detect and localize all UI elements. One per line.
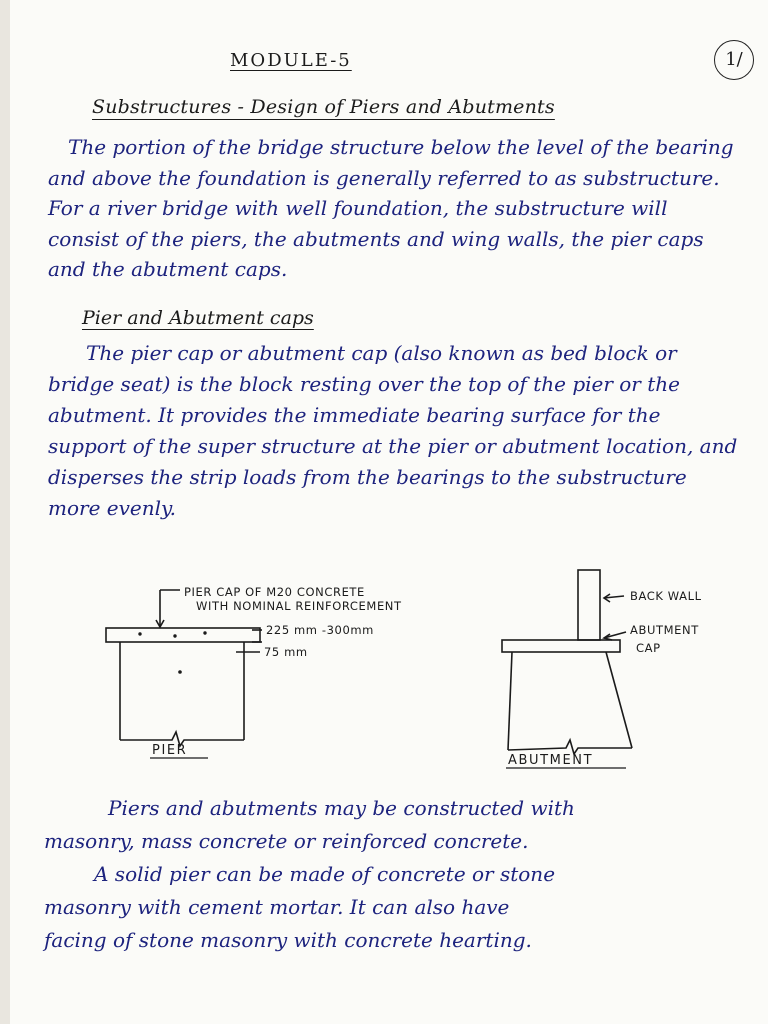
back-wall-label: BACK WALL	[630, 589, 702, 603]
page-edge	[0, 0, 10, 1024]
paragraph-pier-materials	[44, 792, 744, 957]
abutment-label: ABUTMENT	[508, 753, 594, 768]
page-number-badge: 1/	[714, 40, 754, 80]
paragraph-substructure-definition: The portion of the bridge structure below the level of the bearing and above the foundation is generally referred to as substructure. For a river bridge with well foundation, the substructure will consist of the piers, the abutments and wing walls, the pier caps and the abutment caps.	[48, 135, 734, 281]
materials-line-4: masonry with cement mortar. It can also have	[44, 895, 510, 919]
abutment-sketch	[502, 570, 632, 754]
pier-sketch	[106, 590, 262, 746]
pier-abutment-diagram	[0, 560, 768, 780]
cap-depth-label: 225 mm -300mm	[266, 623, 374, 637]
section-subtitle: Substructures - Design of Piers and Abutments	[92, 96, 555, 118]
materials-line-5: facing of stone masonry with concrete hearting.	[44, 928, 532, 952]
abutment-cap-shape	[502, 640, 620, 652]
pier-cap-label-line1: PIER CAP OF M20 CONCRETE	[184, 585, 365, 599]
back-wall-shape	[578, 570, 600, 640]
abutment-cap-label-line1: ABUTMENT	[630, 623, 699, 637]
paragraph-pier-cap-description: The pier cap or abutment cap (also known as bed block or bridge seat) is the block resting over the top of the pier or the abutment. It provides the immediate bearing surface for the support of the super structure at the pier or abutment location, and disperses the strip loads from the bearings to the substructure more evenly.	[48, 341, 738, 520]
pier-cap-shape	[106, 628, 260, 642]
pier-label: PIER	[152, 743, 188, 758]
materials-line-2: masonry, mass concrete or reinforced concrete.	[44, 829, 529, 853]
module-title: MODULE-5	[230, 50, 352, 71]
pier-cap-label-line2: WITH NOMINAL REINFORCEMENT	[196, 599, 402, 613]
pier-abutment-caps-heading: Pier and Abutment caps	[82, 307, 314, 329]
abutment-cap-label-line2: CAP	[636, 641, 661, 655]
offset-label: 75 mm	[264, 645, 308, 659]
materials-line-1: Piers and abutments may be constructed with	[108, 796, 575, 820]
materials-line-3: A solid pier can be made of concrete or stone	[94, 862, 556, 886]
